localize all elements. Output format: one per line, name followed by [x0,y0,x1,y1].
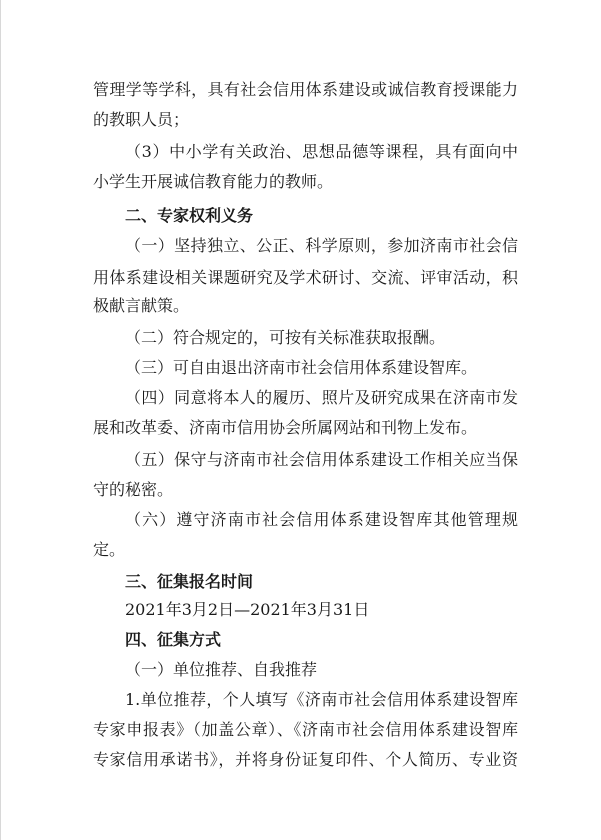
text-line: （五）保守与济南市社会信用体系建设工作相关应当保 [125,450,518,469]
text-line: 小学生开展诚信教育能力的教师。 [93,172,334,191]
text-line: 1.单位推荐，个人填写《济南市社会信用体系建设智库 [125,690,518,709]
section-heading: 四、征集方式 [125,630,222,649]
text-line: （六）遵守济南市社会信用体系建设智库其他管理规 [125,510,518,529]
text-line: 定。 [93,540,126,559]
text-line: 展和改革委、济南市信用协会所属网站和刊物上发布。 [93,418,478,437]
text-line: （一）坚持独立、公正、科学原则，参加济南市社会信 [125,236,518,255]
text-line: （四）同意将本人的履历、照片及研究成果在济南市发 [125,388,518,407]
text-line: 用体系建设相关课题研究及学术研讨、交流、评审活动，积 [93,268,518,287]
text-line: （二）符合规定的，可按有关标准获取报酬。 [125,328,446,347]
text-line: 专家信用承诺书》，并将身份证复印件、个人简历、专业资 [93,750,518,769]
text-line: （3）中小学有关政治、思想品德等课程，具有面向中 [125,142,518,161]
text-line: 守的秘密。 [93,480,174,499]
text-line: 管理学等学科，具有社会信用体系建设或诚信教育授课能力 [93,80,518,99]
text-line: 2021年3月2日—2021年3月31日 [125,600,370,619]
text-line: 极献言献策。 [93,296,190,315]
text-line: 专家申报表》（加盖公章）、《济南市社会信用体系建设智库 [93,720,518,739]
section-heading: 二、专家权利义务 [125,206,254,225]
text-line: （三）可自由退出济南市社会信用体系建设智库。 [125,358,478,377]
text-line: （一）单位推荐、自我推荐 [125,660,318,679]
text-line: 的教职人员； [93,110,190,129]
section-heading: 三、征集报名时间 [125,572,254,591]
